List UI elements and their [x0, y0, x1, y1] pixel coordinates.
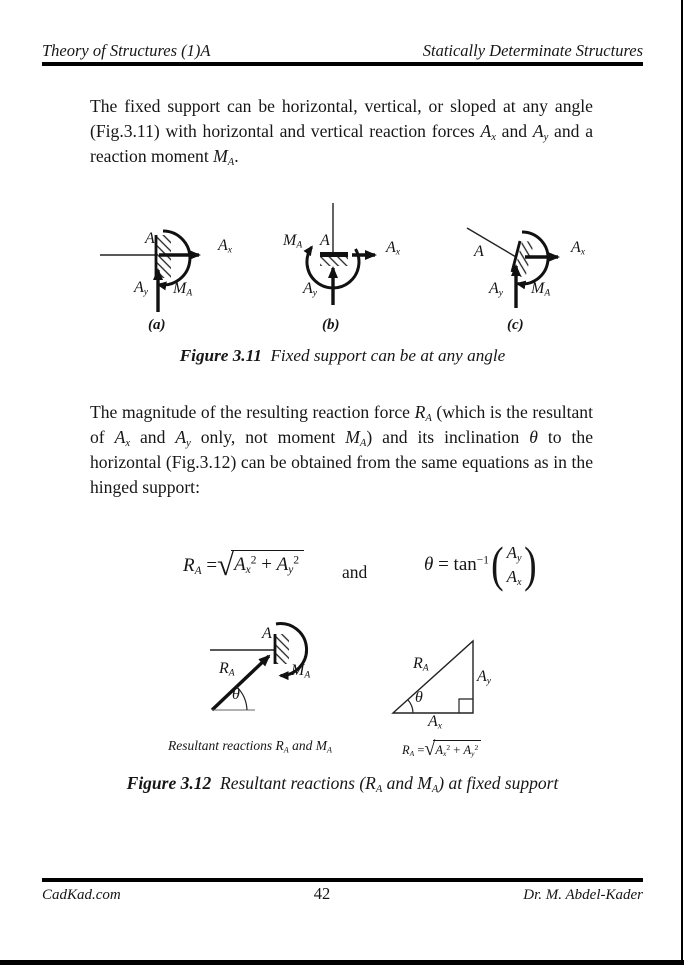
label-point-a: A [474, 243, 484, 260]
footer-author: Dr. M. Abdel-Kader [523, 887, 643, 903]
scan-edge-right [681, 0, 683, 965]
label-ax: $A_x$ [218, 237, 233, 256]
label-point-a: A [262, 625, 272, 642]
radical-sign: √ [424, 738, 436, 760]
fraction-denominator: $A_x$ [506, 567, 522, 588]
fraction-ay-over-ax [506, 543, 522, 588]
equation-ra-radicand: $A_x^2 + A_y^2$ [231, 550, 304, 576]
label-point-a: A [320, 232, 330, 249]
label-point-a: A [145, 230, 155, 247]
label-ra: $R_A$ [219, 660, 235, 679]
label-ma: $M_A$ [283, 232, 303, 251]
label-theta: θ [415, 689, 423, 706]
page-number: 42 [313, 884, 331, 903]
equation-theta [424, 536, 539, 592]
diagram-b-fixed-support-vertical [307, 203, 375, 305]
page-header [42, 41, 643, 63]
header-chapter-title: Statically Determinate Structures [423, 41, 643, 63]
support-hatch [320, 257, 348, 266]
footer-rule [42, 878, 643, 882]
label-ma: $M_A$ [531, 280, 551, 299]
label-ra: $R_A$ [413, 655, 429, 674]
paragraph-fixed-support: The fixed support can be horizontal, vertical, or sloped at any angle (Fig.3.11) with horizontal and vertical reaction forces $A_x$ and $A_y$ and a reaction moment $M_A$. [90, 96, 594, 168]
right-angle-mark [459, 699, 473, 713]
fraction-numerator: $A_y$ [506, 543, 522, 564]
label-ay: $A_y$ [477, 668, 492, 687]
triangle-outline [393, 641, 473, 713]
equation-ra-small: $R_A$ = √ $A_x^2 + A_y^2$ [402, 739, 481, 759]
square-root [217, 547, 304, 582]
label-ax: $A_x$ [428, 713, 443, 732]
equation-theta-lhs: $\theta = \tan^{-1}$ [424, 553, 489, 575]
header-rule [42, 62, 643, 66]
equation-ra [183, 549, 304, 580]
label-theta: θ [232, 686, 240, 703]
label-ay: $A_y$ [134, 279, 149, 298]
equation-connector: and [342, 562, 368, 582]
label-ay: $A_y$ [303, 280, 318, 299]
theta-arc [408, 700, 413, 713]
page-footer [42, 884, 643, 904]
panel-label-b: (b) [322, 317, 340, 333]
panel-label-a: (a) [148, 317, 166, 333]
panel-label-c: (c) [507, 317, 524, 333]
support-plate [320, 252, 348, 257]
header-course-title: Theory of Structures (1)A [42, 41, 211, 63]
footer-site: CadKad.com [42, 887, 121, 903]
label-ax: $A_x$ [571, 239, 586, 258]
support-hatch [276, 634, 289, 664]
label-ax: $A_x$ [386, 239, 401, 258]
radical-sign: √ [217, 547, 235, 582]
figure-3-12-left-subcaption: Resultant reactions $R_A$ and $M_A$ [168, 738, 332, 755]
open-paren: ( [490, 536, 504, 592]
diagram-force-triangle [393, 641, 473, 713]
square-root: √ $A_x^2 + A_y^2$ [424, 740, 481, 759]
close-paren: ) [524, 536, 538, 592]
figure-3-11-caption: Figure 3.11 Fixed support can be at any angle [179, 346, 506, 365]
paragraph-resultant: The magnitude of the resulting reaction force $R_A$ (which is the resultant of $A_x$ and $A_y$ only, not moment $M_A$) and its inclination θ to the horizontal (Fig.3.12) can be obtained from the same equations as in the hinged support: [90, 402, 594, 497]
label-ma: $M_A$ [173, 280, 193, 299]
scan-edge-bottom [0, 960, 684, 965]
equation-ra-lhs: $R_A$ = [183, 555, 218, 578]
figure-3-12-caption: Figure 3.12 Resultant reactions ($R_A$ and $M_A$) at fixed support [126, 773, 559, 795]
label-ma: $M_A$ [291, 662, 311, 681]
label-ay: $A_y$ [489, 280, 504, 299]
